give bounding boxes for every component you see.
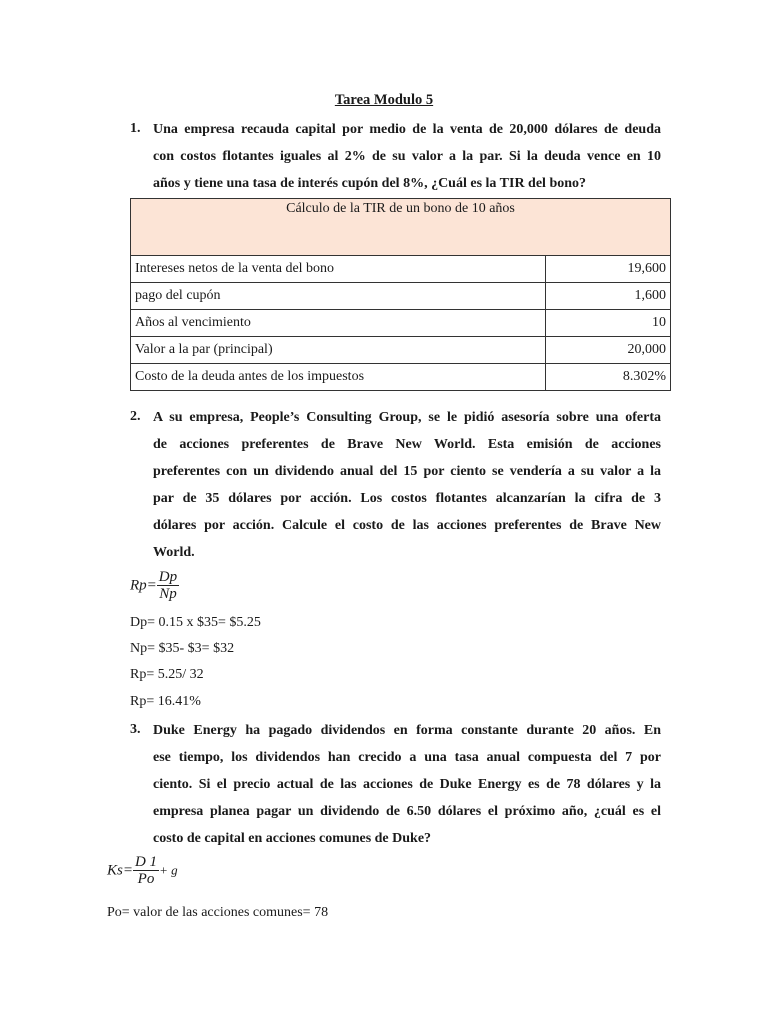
calc-line: Rp= 16.41% xyxy=(130,694,201,709)
question-1-line: Una empresa recauda capital por medio de la venta de 20,000 dólares de deuda xyxy=(153,122,661,137)
table-cell-label: Intereses netos de la venta del bono xyxy=(131,256,546,283)
table-cell-value: 8.302% xyxy=(546,364,671,391)
question-1-number: 1. xyxy=(130,121,141,136)
question-2-number: 2. xyxy=(130,409,141,424)
question-1-line: con costos flotantes iguales al 2% de su valor a la par. Si la deuda vence en 10 xyxy=(153,149,661,164)
table-cell-value: 19,600 xyxy=(546,256,671,283)
question-1-line: años y tiene una tasa de interés cupón del 8%, ¿Cuál es la TIR del bono? xyxy=(153,176,587,191)
question-1-text xyxy=(153,116,661,197)
calc-line: Dp= 0.15 x $35= $5.25 xyxy=(130,615,261,630)
table-header-row xyxy=(131,199,671,256)
formula-rp xyxy=(130,569,179,603)
question-2-line: A su empresa, People’s Consulting Group, se le pidió asesoría sobre una oferta xyxy=(153,410,661,425)
formula-ks-fraction xyxy=(133,854,159,888)
formula-rp-denominator: Np xyxy=(159,586,177,602)
question-3-line: costo de capital en acciones comunes de Duke? xyxy=(153,831,432,846)
formula-rp-lhs: Rp= xyxy=(130,577,157,594)
page-title: Tarea Modulo 5 xyxy=(334,92,434,108)
table-header: Cálculo de la TIR de un bono de 10 años xyxy=(131,199,671,256)
table-row xyxy=(131,310,671,337)
table-cell-label: Costo de la deuda antes de los impuestos xyxy=(131,364,546,391)
table-cell-value: 10 xyxy=(546,310,671,337)
table-cell-value: 1,600 xyxy=(546,283,671,310)
table-row xyxy=(131,256,671,283)
question-3-line: ese tiempo, los dividendos han crecido a una tasa anual compuesta del 7 por xyxy=(153,750,661,765)
question-3-number: 3. xyxy=(130,722,141,737)
question-2-text xyxy=(153,404,661,566)
formula-ks-lhs: Ks= xyxy=(107,862,133,879)
table-cell-label: Valor a la par (principal) xyxy=(131,337,546,364)
table-row xyxy=(131,337,671,364)
question-2-line: par de 35 dólares por acción. Los costos flotantes alcanzarían la cifra de 3 xyxy=(153,491,661,506)
formula-rp-numerator: Dp xyxy=(158,569,178,585)
question-3-line: empresa planea pagar un dividendo de 6.50 dólares el próximo año, ¿cuál es el xyxy=(153,804,661,819)
formula-rp-fraction xyxy=(157,569,179,603)
po-definition: Po= valor de las acciones comunes= 78 xyxy=(107,905,329,920)
question-2-line: preferentes con un dividendo anual del 15 por ciento se vendería a su valor a la xyxy=(153,464,661,479)
tir-table xyxy=(130,198,671,391)
calc-line: Np= $35- $3= $32 xyxy=(130,641,235,656)
table-row xyxy=(131,364,671,391)
question-2-line: World. xyxy=(153,545,195,560)
formula-ks xyxy=(107,854,178,888)
question-2-line: dólares por acción. Calcule el costo de las acciones preferentes de Brave New xyxy=(153,518,661,533)
table-cell-label: Años al vencimiento xyxy=(131,310,546,337)
calc-line: Rp= 5.25/ 32 xyxy=(130,667,204,682)
question-2-line: de acciones preferentes de Brave New World. Esta emisión de acciones xyxy=(153,437,661,452)
question-3-text xyxy=(153,717,661,852)
formula-ks-denominator: Po xyxy=(137,871,155,887)
table-row xyxy=(131,283,671,310)
question-3-line: ciento. Si el precio actual de las acciones de Duke Energy es de 78 dólares y la xyxy=(153,777,661,792)
question-3-line: Duke Energy ha pagado dividendos en forma constante durante 20 años. En xyxy=(153,723,661,738)
formula-ks-numerator: D 1 xyxy=(134,854,158,870)
formula-ks-rhs: + g xyxy=(159,862,178,878)
table-cell-label: pago del cupón xyxy=(131,283,546,310)
table-cell-value: 20,000 xyxy=(546,337,671,364)
